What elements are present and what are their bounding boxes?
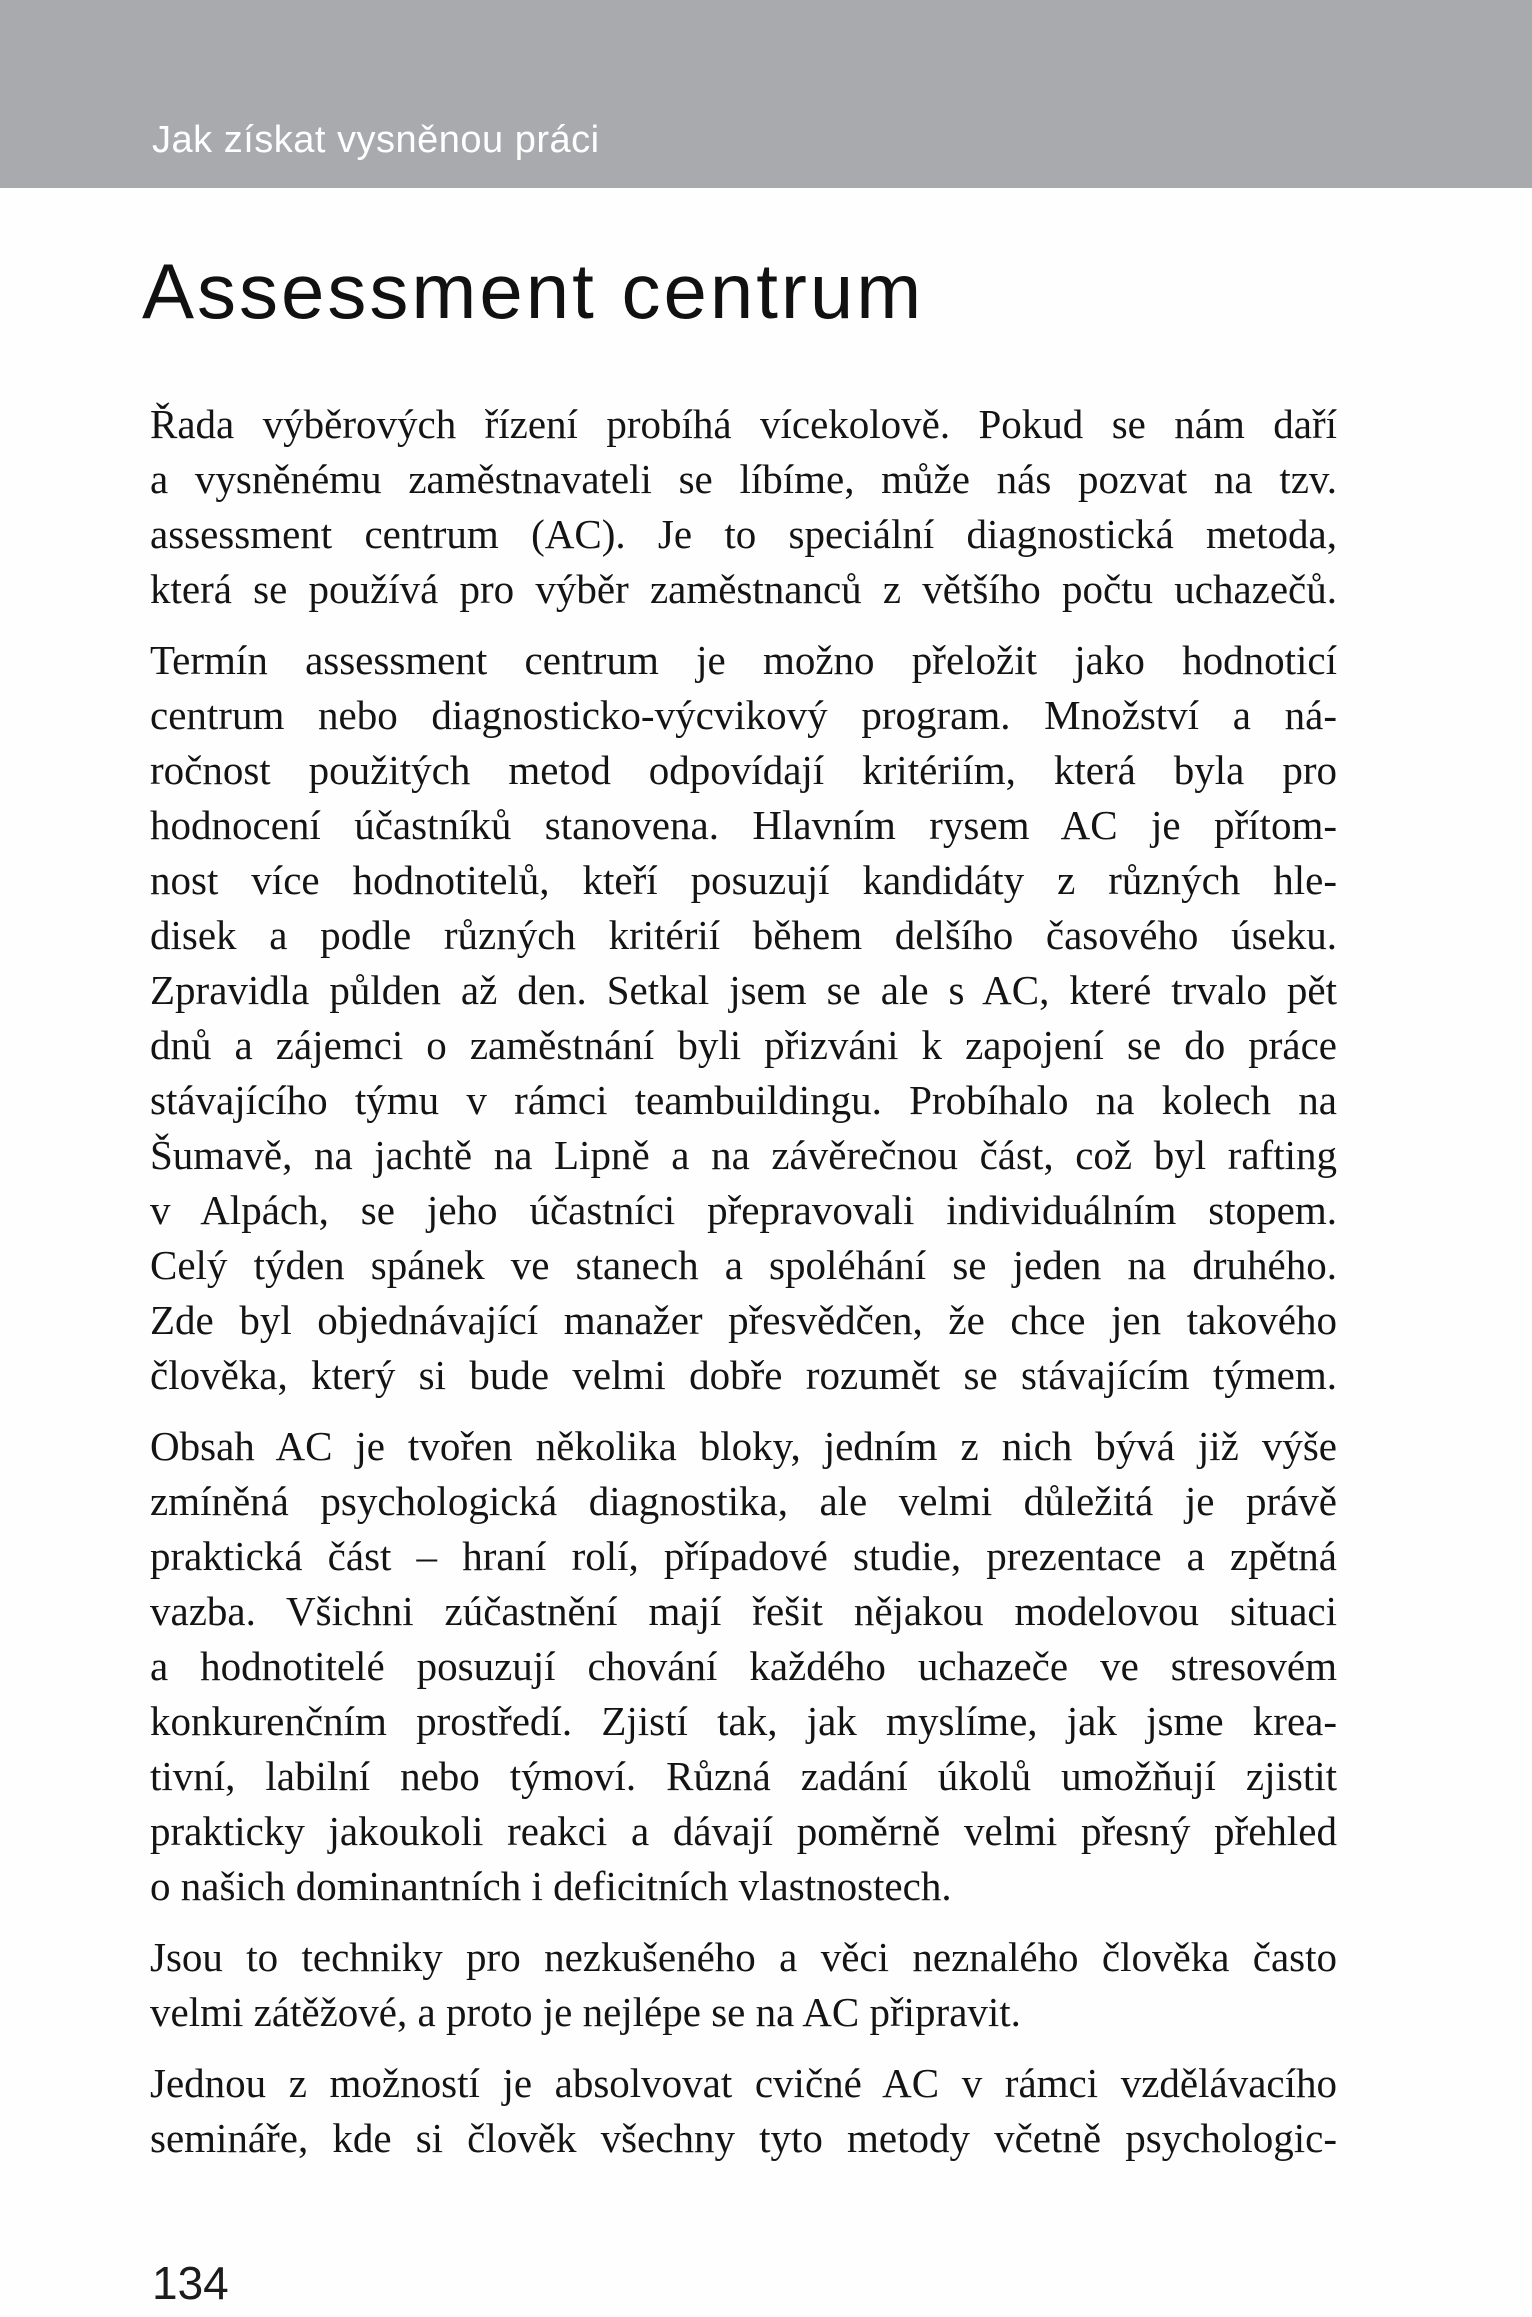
- page-title: Assessment centrum: [142, 247, 925, 335]
- text-line: konkurenčním prostředí. Zjistí tak, jak myslíme, jak jsme krea-: [150, 1698, 1337, 1744]
- text-line: Zde byl objednávající manažer přesvědčen, že chce jen takového: [150, 1297, 1337, 1343]
- text-line: Šumavě, na jachtě na Lipně a na závěrečnou část, což byl rafting: [150, 1132, 1337, 1178]
- text-line: praktická část – hraní rolí, případové studie, prezentace a zpětná: [150, 1533, 1337, 1579]
- text-line: dnů a zájemci o zaměstnání byli přizváni k zapojení se do práce: [150, 1022, 1337, 1068]
- text-line: assessment centrum (AC). Je to speciální diagnostická metoda,: [150, 511, 1337, 557]
- text-line: a hodnotitelé posuzují chování každého uchazeče ve stresovém: [150, 1643, 1337, 1689]
- text-line: ročnost použitých metod odpovídají kritériím, která byla pro: [150, 747, 1337, 793]
- text-line: Řada výběrových řízení probíhá vícekolově. Pokud se nám daří: [150, 401, 1337, 447]
- text-line: prakticky jakoukoli reakci a dávají poměrně velmi přesný přehled: [150, 1808, 1337, 1854]
- text-line: tivní, labilní nebo týmoví. Různá zadání úkolů umožňují zjistit: [150, 1753, 1337, 1799]
- page-number: 134: [152, 2257, 229, 2309]
- text-line: zmíněná psychologická diagnostika, ale velmi důležitá je právě: [150, 1478, 1337, 1524]
- text-line: a vysněnému zaměstnavateli se líbíme, může nás pozvat na tzv.: [150, 456, 1337, 502]
- running-header: Jak získat vysněnou práci: [152, 119, 600, 161]
- text-line: Zpravidla půlden až den. Setkal jsem se ale s AC, které trvalo pět: [150, 967, 1337, 1013]
- text-line: velmi zátěžové, a proto je nejlépe se na AC připravit.: [150, 1989, 1021, 2035]
- text-line: Obsah AC je tvořen několika bloky, jedním z nich bývá již výše: [150, 1423, 1337, 1469]
- text-line: člověka, který si bude velmi dobře rozumět se stávajícím týmem.: [150, 1352, 1337, 1398]
- paragraph: [150, 397, 1337, 617]
- text-line: centrum nebo diagnosticko-výcvikový program. Množství a ná-: [150, 692, 1337, 738]
- text-line: Jednou z možností je absolvovat cvičné AC v rámci vzdělávacího: [150, 2060, 1337, 2106]
- paragraph: [150, 2056, 1337, 2166]
- text-line: Termín assessment centrum je možno přeložit jako hodnoticí: [150, 637, 1337, 683]
- chapter-header-band: [0, 0, 1532, 188]
- text-line: hodnocení účastníků stanovena. Hlavním rysem AC je přítom-: [150, 802, 1337, 848]
- paragraph: [150, 633, 1337, 1403]
- text-line: stávajícího týmu v rámci teambuildingu. Probíhalo na kolech na: [150, 1077, 1337, 1123]
- body-text: [150, 397, 1337, 2166]
- text-line: Jsou to techniky pro nezkušeného a věci neznalého člověka často: [150, 1934, 1337, 1980]
- text-line: disek a podle různých kritérií během delšího časového úseku.: [150, 912, 1337, 958]
- text-line: Celý týden spánek ve stanech a spoléhání se jeden na druhého.: [150, 1242, 1337, 1288]
- paragraph: [150, 1930, 1337, 2040]
- text-line: v Alpách, se jeho účastníci přepravovali individuálním stopem.: [150, 1187, 1337, 1233]
- text-line: vazba. Všichni zúčastnění mají řešit nějakou modelovou situaci: [150, 1588, 1337, 1634]
- text-line: o našich dominantních i deficitních vlastnostech.: [150, 1863, 952, 1909]
- paragraph: [150, 1419, 1337, 1914]
- text-line: která se používá pro výběr zaměstnanců z většího počtu uchazečů.: [150, 566, 1337, 612]
- text-line: nost více hodnotitelů, kteří posuzují kandidáty z různých hle-: [150, 857, 1337, 903]
- text-line: semináře, kde si člověk všechny tyto metody včetně psychologic-: [150, 2115, 1337, 2161]
